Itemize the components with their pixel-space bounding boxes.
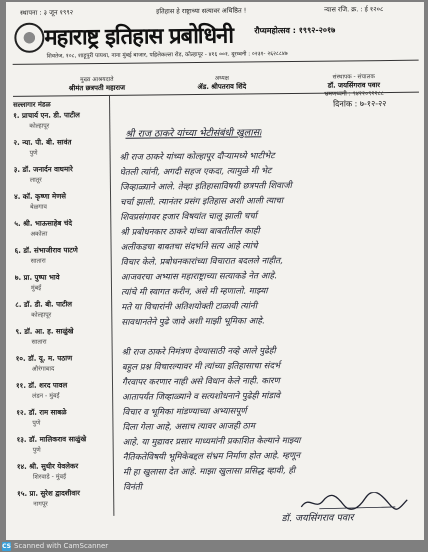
founding-date-small: स्थापना : ३ जून १९९२ <box>20 8 74 17</box>
signatory-name: डॉ. जयसिंगराव पवार <box>281 512 354 525</box>
org-logo-icon <box>14 23 44 53</box>
letter-line: जिव्हाळ्याने आले. तेव्हा इतिहासाविषयी छत्रपती शिवाजी <box>119 181 292 193</box>
letter-line: नैतिकतेविषयी भूमिकेबद्दल संभ्रम निर्माण होत आहे. म्हणून <box>122 450 301 463</box>
letter-line: मते या विचारांनी अतिशयोक्ती टाळावी त्यांनी <box>121 301 258 313</box>
founding-jubilee: रौप्यमहोत्सव : १९९२-२०१७ <box>254 25 336 36</box>
advisory-member: ४. कॉ. कृष्णा मेणसे बेळगाव <box>13 192 67 211</box>
patron-role: मुख्य आश्रयदाते <box>80 76 114 84</box>
advisory-member: ११. डॉ. शरद पावल लंडन - मुंबई <box>15 381 68 400</box>
letter-line: सावधानतेने पुढे जावे अशी माझी भूमिका आहे. <box>121 316 265 328</box>
founder-phone: भ्रमणध्वनी : ९४२२०९२२८८ <box>324 90 384 98</box>
letter-date: दिनांक : ७-१२-२२ <box>333 99 387 109</box>
advisory-board <box>13 99 105 109</box>
president-name: ॲड. श्रीपतराव शिंदे <box>197 82 247 91</box>
scanner-watermark <box>2 540 108 552</box>
letter-line: श्री राज ठाकरे निमंत्रण देण्यासाठी नव्हे आले पुढेही <box>121 346 276 358</box>
patron-block <box>37 74 157 92</box>
advisory-member: ५. श्री. भाऊसाहेब चंदे अकोला <box>14 219 73 238</box>
advisory-member: ८. डॉ. डी. बी. पाटील कोल्हापूर <box>15 300 73 319</box>
letter-line: आजवरचा अभ्यास महाराष्ट्राच्या सत्याकडे नेत आहे. <box>120 271 277 283</box>
advisory-member: १३. डॉ. मालिकराव साळुंखे पुणे <box>16 435 87 454</box>
letter-line: विनंती <box>123 482 143 493</box>
org-name: महाराष्ट्र इतिहास प्रबोधिनी <box>44 22 234 51</box>
advisory-member: १५. प्रा. सुरेश द्वादशीवार नागपूर <box>17 489 80 508</box>
letterhead-tagline: इतिहास हे राष्ट्राच्या सत्यावर अधिष्ठित ! <box>156 6 247 16</box>
letter-subject: श्री राज ठाकरे यांच्या भेटीसंबंधी खुलासा <box>125 127 262 140</box>
letter-line: विचार व भूमिका मांडण्याच्या अभ्यासपूर्ण <box>122 406 247 418</box>
letter-line: मी हा खुलासा देत आहे. माझा खुलासा प्रसिद्ध व्हावी, ही <box>122 465 296 478</box>
letter-line: अलीकडचा बाबतचा संदर्भाने सत्य आहे त्यांचे <box>120 241 258 253</box>
advisory-member: २. न्या. पी. बी. सावंत पुणे <box>13 138 72 157</box>
founder-role: संस्थापक - संचालक <box>332 74 375 81</box>
letter-line: गैरवापर करणार नाही असे विधान केले नाही. कारण <box>121 376 280 388</box>
letter-line <box>121 328 421 331</box>
advisory-member: ९. डॉ. आ. ह. साळुंखे सातारा <box>15 327 74 346</box>
letter-line: घेतली त्यांनी, अगदी सहज एकदा, त्यामुळे मी भेट <box>119 166 272 178</box>
advisory-member: ७. प्रा. पुष्पा भावे मुंबई <box>14 273 60 292</box>
scanner-credit: Scanned with CamScanner <box>14 542 109 550</box>
letter-line: त्यांचे मी स्वागत करीन, असे मी म्हणालो. माझ्या <box>120 286 268 298</box>
letter-line: चर्चा झाली. त्यानंतर प्रसंग इतिहास अशी आली त्याचा <box>120 196 284 208</box>
letter-line: श्री राज ठाकरे यांच्या कोल्हापूर दौऱ्यामध्ये भाटीभेट <box>119 151 275 163</box>
founder-block <box>289 72 419 98</box>
advisory-member: १०. डॉ. यू. म. पठाण औरंगाबाद <box>15 354 73 373</box>
advisory-member: १. प्राचार्य एन. डी. पाटील कोल्हापूर <box>13 111 80 130</box>
letter-line: श्री प्रबोधनकार ठाकरे यांच्या बाबतीतील काही <box>120 226 260 238</box>
letter-line: दिला गेला आहे, असाच त्यावर आजही ठाम <box>122 421 256 433</box>
advisory-board-heading: सल्लागार मंडळ <box>13 100 51 109</box>
letter-sheet <box>6 2 424 540</box>
letter-line: शिवप्रसंगावर हजार विषयांत चालू झाली चर्चा <box>120 211 258 223</box>
letter-content <box>6 2 424 540</box>
advisory-member: ३. डॉ. जनार्दन वाघमारे लातूर <box>13 165 73 184</box>
letter-line: आतापर्यंत जिव्हाळ्याने व सत्यशोधनाने पुढेही मांडावे <box>122 391 281 403</box>
advisory-member: १४. श्री. सुधीर येवलेकर शिरवाडे - मुंबई <box>16 462 79 481</box>
letter-line: बहुल प्रश्न विचारल्यावर मी त्यांच्या इतिहासाचा संदर्भ <box>121 361 281 373</box>
patron-name: श्रीमंत छत्रपती महाराज <box>68 83 126 93</box>
advisory-member: १२. डॉ. राम साबळे पुणे <box>16 408 67 427</box>
president-role: अध्यक्ष <box>214 75 229 82</box>
camscanner-logo-icon: CS <box>2 542 11 550</box>
advisory-member: ६. डॉ. संभाजीराव पाटणे सातारा <box>14 246 78 265</box>
president-block <box>167 73 277 91</box>
letter-line: आहे. या मुद्यावर प्रसार माध्यमांनी प्रकाशित केल्याने माझ्या <box>122 435 301 448</box>
registration-number: न्यास रजि. क्र. : ई १२०८ <box>324 5 384 14</box>
org-address: शिवतेज, १०८, शाहूपुरी पायथा, नाना मुंबई बाजार, पहिलेकल्ला रोड, कोल्हापूर - ४१६ ००१. दूरध्वनी : ०२३१- २६२८८४७ <box>46 51 288 60</box>
letter-line: विचार केले. प्रबोधनकारांच्या विचारात बदलले नाहीत, <box>120 256 283 268</box>
header-divider <box>13 60 419 65</box>
founder-name: डॉ. जयसिंगराव पवार <box>327 81 381 90</box>
